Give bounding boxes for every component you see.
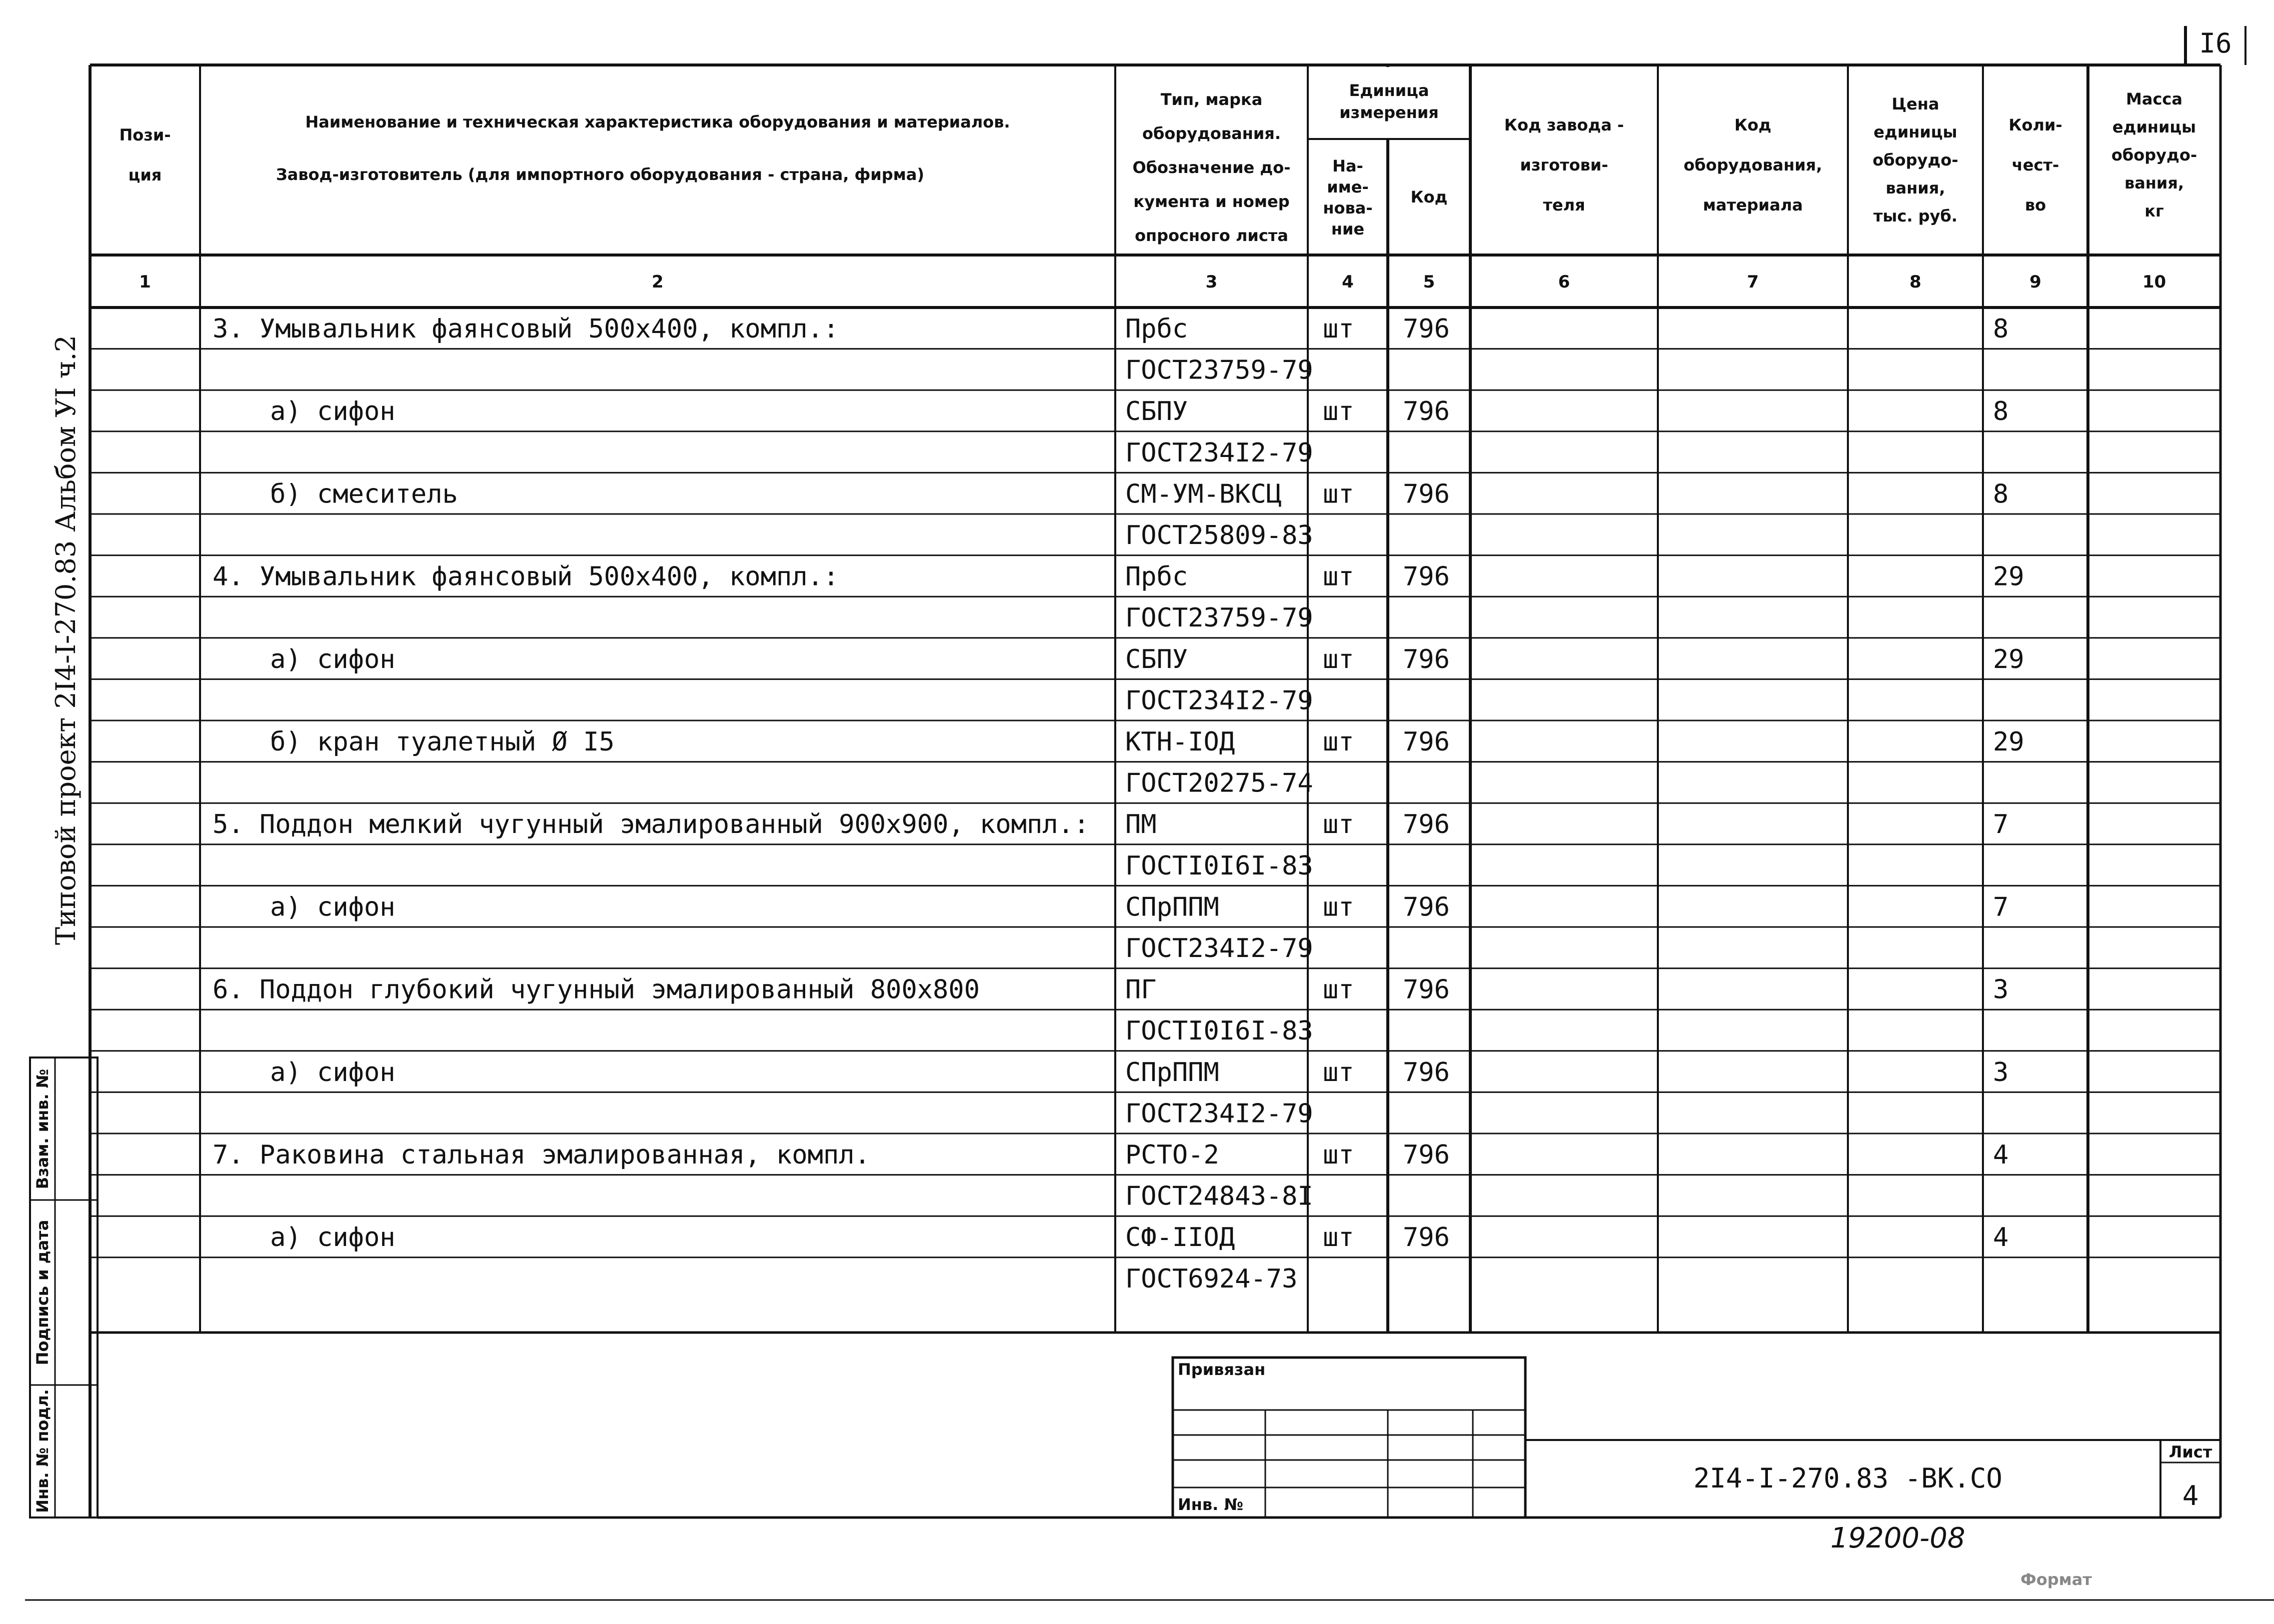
cell-quantity: 29	[1993, 727, 2024, 757]
table-row	[1125, 1182, 1313, 1212]
header-unit-name-line-2: нова-	[1323, 198, 1373, 218]
header-quantity-line-2: во	[2024, 196, 2046, 214]
table-row	[1125, 851, 1313, 881]
cell-unit: шт	[1323, 479, 1354, 510]
table-row	[270, 1058, 2008, 1088]
header-mass-line-0: Масса	[2126, 90, 2182, 108]
cell-unit-code: 796	[1403, 892, 1450, 922]
cell-quantity: 3	[1993, 1057, 2009, 1088]
cell-type: ПГ	[1125, 974, 1157, 1005]
table-row	[1125, 686, 1313, 716]
cell-name: а) сифон	[270, 396, 396, 427]
header-mass-line-1: единицы	[2112, 118, 2196, 136]
cell-unit: шт	[1323, 810, 1354, 840]
cell-name: а) сифон	[270, 892, 396, 922]
header-material-code-line-0: Код	[1734, 116, 1771, 134]
cell-quantity: 8	[1993, 479, 2009, 510]
cell-unit-code: 796	[1403, 1057, 1450, 1088]
column-number-4: 4	[1342, 272, 1354, 292]
stamp-vzam-inv: Взам. инв. №	[33, 1068, 52, 1190]
header-type-line-1: оборудования.	[1142, 124, 1281, 143]
stamp-sheet-label: Лист	[2168, 1442, 2212, 1462]
cell-name: 3. Умывальник фаянсовый 500х400, компл.:	[213, 314, 839, 344]
table-row	[1125, 1264, 1297, 1294]
header-type-line-3: кумента и номер	[1133, 192, 1290, 211]
cell-unit-code: 796	[1403, 479, 1450, 510]
cell-name: 6. Поддон глубокий чугунный эмалированный 800х800	[213, 974, 980, 1005]
cell-name: а) сифон	[270, 644, 396, 674]
header-price-line-1: единицы	[1873, 122, 1957, 142]
table-row	[270, 644, 2024, 674]
header-unit-code: Код	[1410, 188, 1448, 206]
cell-unit-code: 796	[1403, 974, 1450, 1005]
column-number-row	[139, 272, 2166, 292]
cell-quantity: 29	[1993, 644, 2024, 674]
cell-unit: шт	[1323, 396, 1354, 427]
cell-unit: шт	[1323, 892, 1354, 922]
cell-name: а) сифон	[270, 1057, 396, 1088]
table-row	[1125, 934, 1313, 964]
header-unit-group-line-1: измерения	[1339, 103, 1439, 122]
table-row	[270, 479, 2008, 509]
cell-type: ГОСТI0I6I-83	[1125, 850, 1313, 881]
header-factory-code-line-0: Код завода -	[1504, 116, 1624, 134]
cell-type: ГОСТ234I2-79	[1125, 934, 1313, 964]
cell-unit: шт	[1323, 727, 1354, 757]
header-type-line-4: опросного листа	[1135, 226, 1288, 245]
cell-type: ГОСТ24843-8I	[1125, 1181, 1313, 1212]
table-row	[1125, 768, 1313, 798]
table-row	[1125, 1016, 1313, 1046]
cell-name: б) кран туалетный Ø I5	[270, 727, 615, 757]
header-type-line-0: Тип, марка	[1160, 90, 1263, 109]
table-row	[213, 975, 2008, 1005]
cell-type: СПрППМ	[1125, 1057, 1219, 1088]
table-row	[270, 892, 2008, 922]
cell-type: ГОСТ234I2-79	[1125, 686, 1313, 716]
table-body	[213, 314, 2024, 1294]
header-position-line-1: ция	[128, 166, 162, 184]
format-note: Формат	[2020, 1570, 2092, 1589]
header-unit-name-line-3: ние	[1331, 220, 1365, 238]
header-unit-name-line-1: име-	[1327, 178, 1369, 196]
cell-unit: шт	[1323, 1222, 1354, 1253]
cell-type: СБПУ	[1125, 644, 1188, 674]
table-row	[213, 1140, 2008, 1170]
table-row	[213, 562, 2024, 592]
table-row	[270, 396, 2008, 426]
cell-type: ГОСТ25809-83	[1125, 520, 1313, 550]
cell-name: 7. Раковина стальная эмалированная, компл.	[213, 1140, 870, 1170]
cell-type: СПрППМ	[1125, 892, 1219, 922]
cell-type: ГОСТI0I6I-83	[1125, 1016, 1313, 1046]
column-number-2: 2	[652, 272, 664, 292]
header-mass-line-3: вания,	[2124, 174, 2184, 192]
cell-type: ГОСТ234I2-79	[1125, 1098, 1313, 1129]
table-header	[119, 81, 2197, 245]
column-number-8: 8	[1909, 272, 1921, 292]
cell-type: ГОСТ20275-74	[1125, 768, 1313, 798]
side-title: Типовой проект 2I4-I-270.83 Альбом УI ч.2	[50, 335, 82, 945]
page-number-box	[2185, 26, 2245, 65]
table-row	[1125, 1098, 1313, 1128]
cell-type: ГОСТ23759-79	[1125, 603, 1313, 634]
header-price-line-2: оборудо-	[1872, 150, 1958, 170]
cell-type: СФ-IIОД	[1125, 1222, 1235, 1253]
column-number-7: 7	[1747, 272, 1759, 292]
header-price-line-4: тыс. руб.	[1873, 206, 1958, 226]
title-block	[1173, 1358, 2220, 1518]
table-row	[1125, 438, 1313, 468]
cell-unit-code: 796	[1403, 562, 1450, 592]
table-row	[270, 727, 2024, 757]
cell-quantity: 7	[1993, 892, 2009, 922]
header-position-line-0: Пози-	[119, 126, 171, 144]
cell-unit: шт	[1323, 314, 1354, 344]
header-price-line-0: Цена	[1891, 94, 1939, 114]
header-mass-line-2: оборудо-	[2111, 146, 2197, 164]
cell-unit: шт	[1323, 1140, 1354, 1170]
header-material-code-line-2: материала	[1703, 196, 1803, 214]
cell-name: 5. Поддон мелкий чугунный эмалированный 900х900, компл.:	[213, 810, 1090, 840]
cell-quantity: 8	[1993, 396, 2009, 427]
header-quantity-line-0: Коли-	[2008, 116, 2062, 134]
cell-unit: шт	[1323, 562, 1354, 592]
header-name-line-1: Завод-изготовитель (для импортного оборудования - страна, фирма)	[276, 165, 925, 184]
stamp-privyazan: Привязан	[1178, 1360, 1266, 1379]
table-row	[1125, 603, 1313, 633]
cell-type: СБПУ	[1125, 396, 1188, 427]
cell-name: а) сифон	[270, 1222, 396, 1253]
cell-name: 4. Умывальник фаянсовый 500х400, компл.:	[213, 562, 839, 592]
column-number-1: 1	[139, 272, 151, 292]
cell-quantity: 7	[1993, 810, 2009, 840]
column-number-6: 6	[1558, 272, 1570, 292]
document-code: 2I4-I-270.83 -ВК.СО	[1693, 1462, 2002, 1494]
header-price-line-3: вания,	[1885, 178, 1945, 198]
header-factory-code-line-1: изготови-	[1520, 156, 1608, 174]
header-name-line-0: Наименование и техническая характеристика оборудования и материалов.	[305, 112, 1010, 132]
table-row	[1125, 520, 1313, 550]
cell-name: б) смеситель	[270, 479, 458, 510]
cell-quantity: 3	[1993, 974, 2009, 1005]
cell-type: КТН-IОД	[1125, 727, 1235, 757]
cell-unit-code: 796	[1403, 644, 1450, 674]
side-stamp	[30, 1058, 98, 1518]
cell-unit: шт	[1323, 644, 1354, 674]
stamp-sheet-number: 4	[2182, 1480, 2199, 1512]
cell-type: ГОСТ23759-79	[1125, 355, 1313, 386]
cell-unit-code: 796	[1403, 396, 1450, 427]
cell-quantity: 29	[1993, 562, 2024, 592]
table-row	[1125, 356, 1313, 386]
column-number-9: 9	[2029, 272, 2041, 292]
cell-type: Прбс	[1125, 314, 1188, 344]
header-factory-code-line-2: теля	[1543, 196, 1585, 214]
header-quantity-line-1: чест-	[2011, 156, 2059, 174]
cell-quantity: 4	[1993, 1222, 2009, 1253]
cell-type: ГОСТ6924-73	[1125, 1264, 1298, 1294]
table-row	[213, 314, 2008, 344]
stamp-inv-no: Инв. №	[1178, 1495, 1243, 1514]
column-number-3: 3	[1205, 272, 1218, 292]
cell-unit-code: 796	[1403, 810, 1450, 840]
header-unit-group-line-0: Единица	[1349, 81, 1429, 100]
cell-quantity: 8	[1993, 314, 2009, 344]
column-number-10: 10	[2142, 272, 2166, 292]
cell-unit: шт	[1323, 1057, 1354, 1088]
cell-type: Прбс	[1125, 562, 1188, 592]
header-material-code-line-1: оборудования,	[1683, 156, 1822, 174]
header-mass-line-4: кг	[2144, 202, 2164, 220]
header-unit-name-line-0: На-	[1332, 156, 1363, 176]
cell-quantity: 4	[1993, 1140, 2009, 1170]
header-type-line-2: Обозначение до-	[1132, 158, 1291, 177]
cell-type: ПМ	[1125, 810, 1157, 840]
cell-unit-code: 796	[1403, 1140, 1450, 1170]
cell-unit-code: 796	[1403, 314, 1450, 344]
cell-unit-code: 796	[1403, 727, 1450, 757]
cell-unit-code: 796	[1403, 1222, 1450, 1253]
cell-type: ГОСТ234I2-79	[1125, 438, 1313, 468]
stamp-inv-podl: Инв. № подл.	[33, 1389, 52, 1513]
handwritten-number: 19200-08	[1830, 1522, 1965, 1554]
column-number-5: 5	[1423, 272, 1435, 292]
table-row	[270, 1222, 2008, 1252]
stamp-podpis-data: Подпись и дата	[33, 1220, 52, 1366]
cell-type: СМ-УМ-ВКСЦ	[1125, 479, 1282, 510]
cell-unit: шт	[1323, 974, 1354, 1005]
page-number: I6	[2199, 28, 2232, 59]
table-row	[213, 810, 2008, 840]
cell-type: РСТО-2	[1125, 1140, 1219, 1170]
